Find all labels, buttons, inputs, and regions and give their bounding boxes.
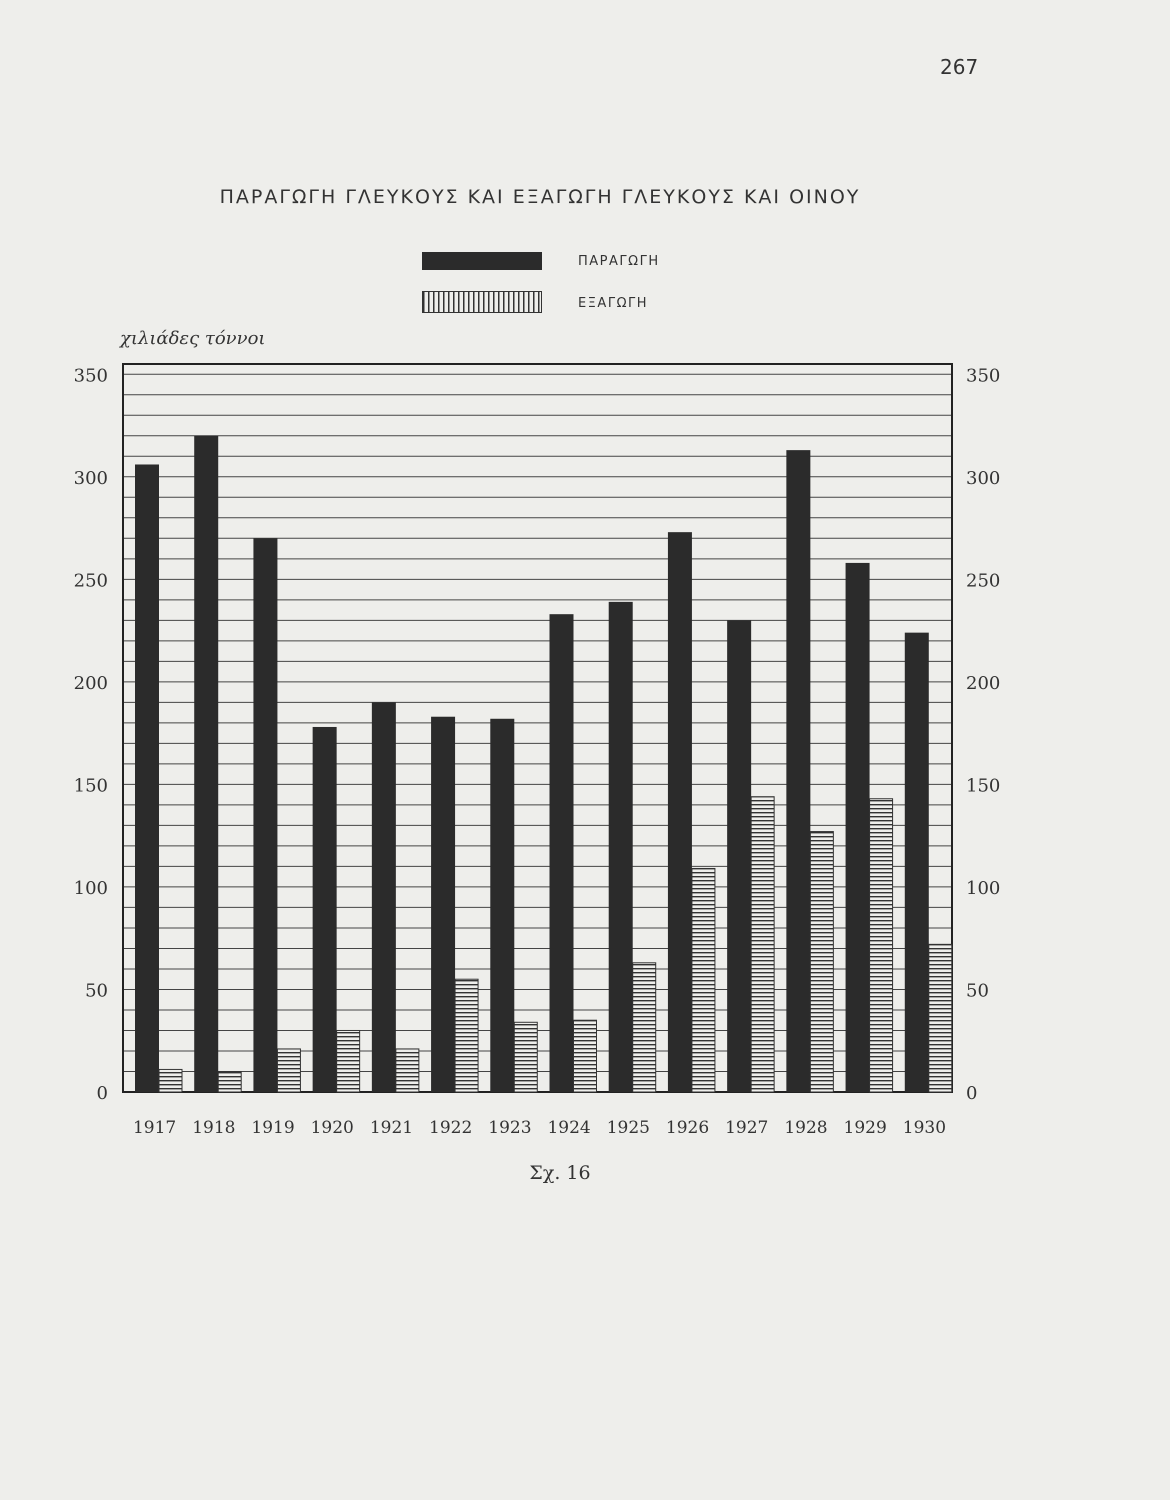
export-bar (870, 799, 893, 1092)
x-tick-label: 1920 (310, 1118, 354, 1138)
export-bar (455, 979, 478, 1092)
production-bar (609, 602, 633, 1092)
y-tick-label-right: 250 (966, 570, 1001, 592)
x-tick-label: 1926 (665, 1118, 710, 1138)
chart-title: ΠΑΡΑΓΩΓΗ ΓΛΕΥΚΟΥΣ ΚΑΙ ΕΞΑΓΩΓΗ ΓΛΕΥΚΟΥΣ ΚΑΙ ΟΙΝΟΥ (219, 186, 861, 208)
y-tick-label-right: 350 (966, 365, 1001, 387)
production-bar (905, 633, 929, 1092)
y-tick-label-left: 300 (73, 467, 108, 489)
x-tick-label: 1927 (725, 1118, 769, 1138)
y-tick-label-right: 50 (966, 980, 989, 1002)
export-bar (218, 1071, 241, 1092)
y-tick-label-right: 0 (966, 1083, 978, 1104)
y-axis-unit-label: χιλιάδες τόννοι (120, 328, 266, 349)
x-tick-label: 1918 (192, 1118, 236, 1138)
y-tick-label-left: 250 (73, 570, 108, 592)
production-bar (786, 450, 810, 1092)
export-bar (810, 832, 833, 1092)
export-bar (396, 1049, 419, 1092)
production-bar (550, 614, 574, 1092)
production-bar (372, 702, 396, 1092)
production-bar (313, 727, 337, 1092)
x-tick-label: 1917 (132, 1118, 177, 1138)
y-tick-label-left: 150 (73, 775, 108, 797)
y-tick-label-right: 300 (966, 467, 1001, 489)
y-tick-label-right: 200 (966, 672, 1001, 694)
production-bar (668, 532, 692, 1092)
y-tick-label-left: 50 (85, 980, 108, 1002)
production-bar (253, 538, 277, 1092)
production-bar (431, 717, 455, 1092)
x-tick-label: 1924 (547, 1118, 591, 1138)
export-bar (277, 1049, 300, 1092)
page-number: 267 (940, 55, 979, 79)
y-tick-label-left: 350 (73, 365, 108, 387)
y-tick-label-left: 100 (73, 877, 108, 899)
x-tick-label: 1930 (902, 1118, 947, 1138)
y-tick-label-right: 100 (966, 877, 1001, 899)
export-bar (574, 1020, 597, 1092)
export-bar (929, 944, 952, 1092)
y-tick-label-right: 150 (966, 775, 1001, 797)
x-tick-label: 1922 (429, 1118, 473, 1138)
x-tick-label: 1928 (784, 1118, 828, 1138)
export-bar (633, 963, 656, 1092)
figure-caption: Σχ. 16 (529, 1162, 591, 1184)
x-tick-label: 1925 (606, 1118, 650, 1138)
production-bar (727, 620, 751, 1092)
export-bar (751, 797, 774, 1092)
production-bar (135, 464, 159, 1092)
x-tick-label: 1921 (369, 1118, 414, 1138)
export-bar (692, 868, 715, 1092)
export-bar (159, 1069, 182, 1092)
production-bar (490, 719, 514, 1092)
x-tick-label: 1919 (251, 1118, 295, 1138)
x-tick-label: 1923 (488, 1118, 532, 1138)
x-tick-label: 1929 (843, 1118, 887, 1138)
y-tick-label-left: 0 (96, 1083, 108, 1104)
legend-label-export: ΕΞΑΓΩΓΗ (578, 296, 649, 311)
legend-label-production: ΠΑΡΑΓΩΓΗ (578, 254, 660, 269)
export-bar (514, 1022, 537, 1092)
y-tick-label-left: 200 (73, 672, 108, 694)
production-bar (194, 436, 218, 1092)
export-bar (337, 1030, 360, 1092)
production-bar (846, 563, 870, 1092)
